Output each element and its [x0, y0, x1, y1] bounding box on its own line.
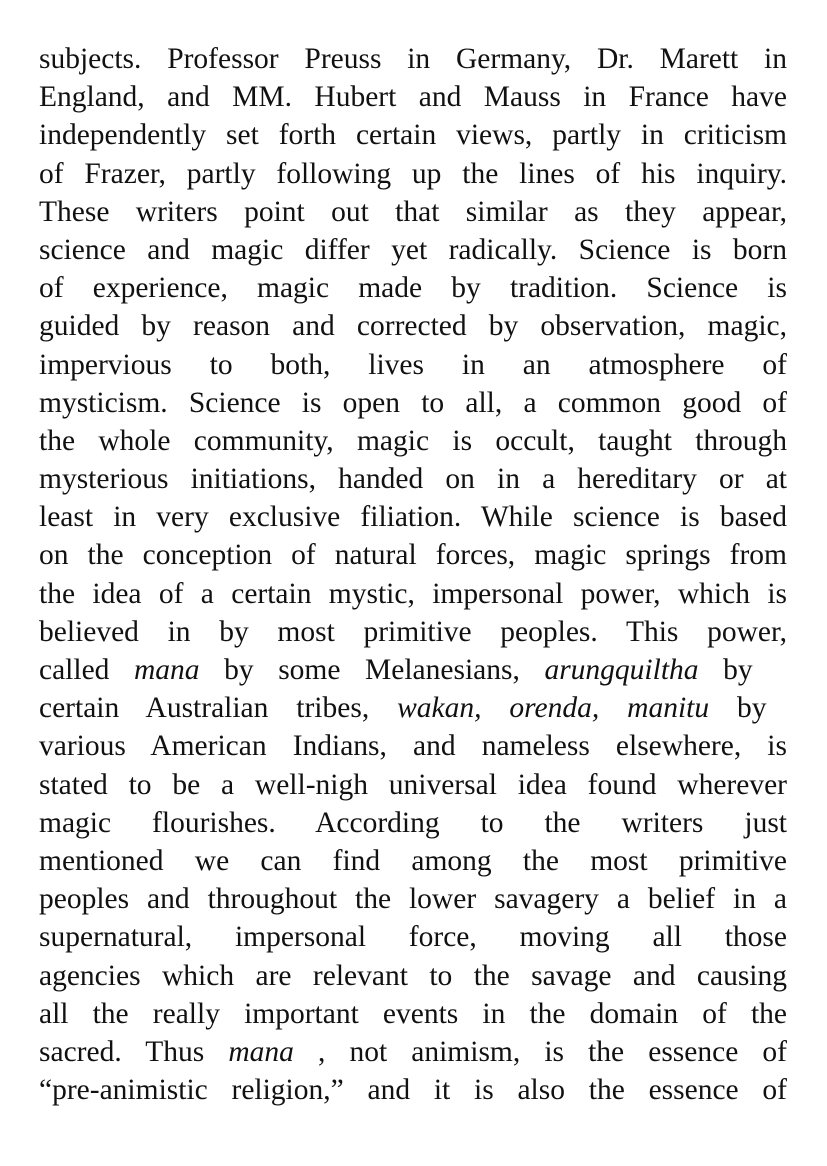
text-segment: mysterious initiations, handed on in a hereditary or at — [39, 463, 787, 496]
text-line — [39, 269, 787, 307]
text-line — [39, 689, 787, 727]
text-line — [39, 193, 787, 231]
text-line — [39, 842, 787, 880]
body-text — [39, 40, 787, 1109]
italic-term: wakan, orenda, manitu — [397, 692, 710, 725]
text-segment: by some Melanesians, — [199, 654, 545, 686]
italic-term: mana — [228, 1035, 294, 1068]
text-segment: mentioned we can find among the most primitive — [39, 844, 787, 877]
text-segment: England, and MM. Hubert and Mauss in France have — [39, 81, 787, 114]
text-segment: mysticism. Science is open to all, a common good of — [39, 386, 787, 419]
text-segment: by — [698, 654, 753, 686]
italic-term: mana — [134, 654, 200, 686]
text-line — [39, 804, 787, 842]
text-line — [39, 155, 787, 193]
text-line — [39, 957, 787, 995]
text-segment: by — [709, 692, 767, 725]
text-line — [39, 231, 787, 269]
text-segment: stated to be a well-nigh universal idea found wherever — [39, 768, 787, 801]
text-line — [39, 346, 787, 384]
text-segment: on the conception of natural forces, magic springs from — [39, 539, 788, 572]
text-line — [39, 40, 787, 78]
text-segment: the idea of a certain mystic, impersonal power, which is — [39, 577, 787, 610]
text-line — [39, 613, 787, 651]
text-segment: peoples and throughout the lower savagery a belief in a — [39, 883, 787, 916]
text-segment: sacred. Thus — [39, 1035, 229, 1068]
text-line — [39, 651, 787, 689]
text-segment: science and magic differ yet radically. Science is born — [39, 233, 787, 266]
text-segment: supernatural, impersonal force, moving all those — [39, 921, 787, 954]
text-segment: guided by reason and corrected by observation, magic, — [39, 310, 787, 343]
text-segment: believed in by most primitive peoples. This power, — [39, 615, 787, 648]
text-segment: the whole community, magic is occult, taught through — [39, 424, 787, 457]
text-line — [39, 1033, 787, 1071]
text-segment: various American Indians, and nameless elsewhere, is — [39, 730, 787, 763]
text-segment: of experience, magic made by tradition. Science is — [39, 272, 787, 305]
text-line — [39, 460, 787, 498]
text-line — [39, 1071, 787, 1109]
text-line — [39, 880, 787, 918]
text-segment: least in very exclusive filiation. While science is based — [39, 501, 787, 534]
text-segment: certain Australian tribes, — [39, 692, 398, 725]
text-line — [39, 995, 787, 1033]
text-segment: called — [39, 654, 134, 686]
text-line — [39, 766, 787, 804]
text-segment: independently set forth certain views, partly in criticism — [39, 119, 787, 152]
text-line — [39, 384, 787, 422]
text-line — [39, 498, 787, 536]
text-line — [39, 918, 787, 956]
text-line — [39, 536, 787, 574]
text-line — [39, 307, 787, 345]
text-line — [39, 575, 787, 613]
text-segment: of Frazer, partly following up the lines of his inquiry. — [39, 157, 787, 190]
text-segment: magic flourishes. According to the writers just — [39, 806, 787, 839]
text-segment: “pre-animistic religion,” and it is also the essence of — [39, 1074, 787, 1107]
text-line — [39, 727, 787, 765]
italic-term: arungquiltha — [544, 654, 699, 686]
text-segment: , not animism, is the essence of — [293, 1035, 787, 1068]
text-segment: These writers point out that similar as they appear, — [39, 195, 787, 228]
text-line — [39, 116, 787, 154]
text-segment: agencies which are relevant to the savage and causing — [39, 959, 787, 992]
text-segment: subjects. Professor Preuss in Germany, Dr. Marett in — [39, 43, 787, 75]
text-segment: impervious to both, lives in an atmosphere of — [39, 348, 787, 381]
text-line — [39, 422, 787, 460]
text-line — [39, 78, 787, 116]
text-segment: all the really important events in the domain of the — [39, 997, 787, 1030]
